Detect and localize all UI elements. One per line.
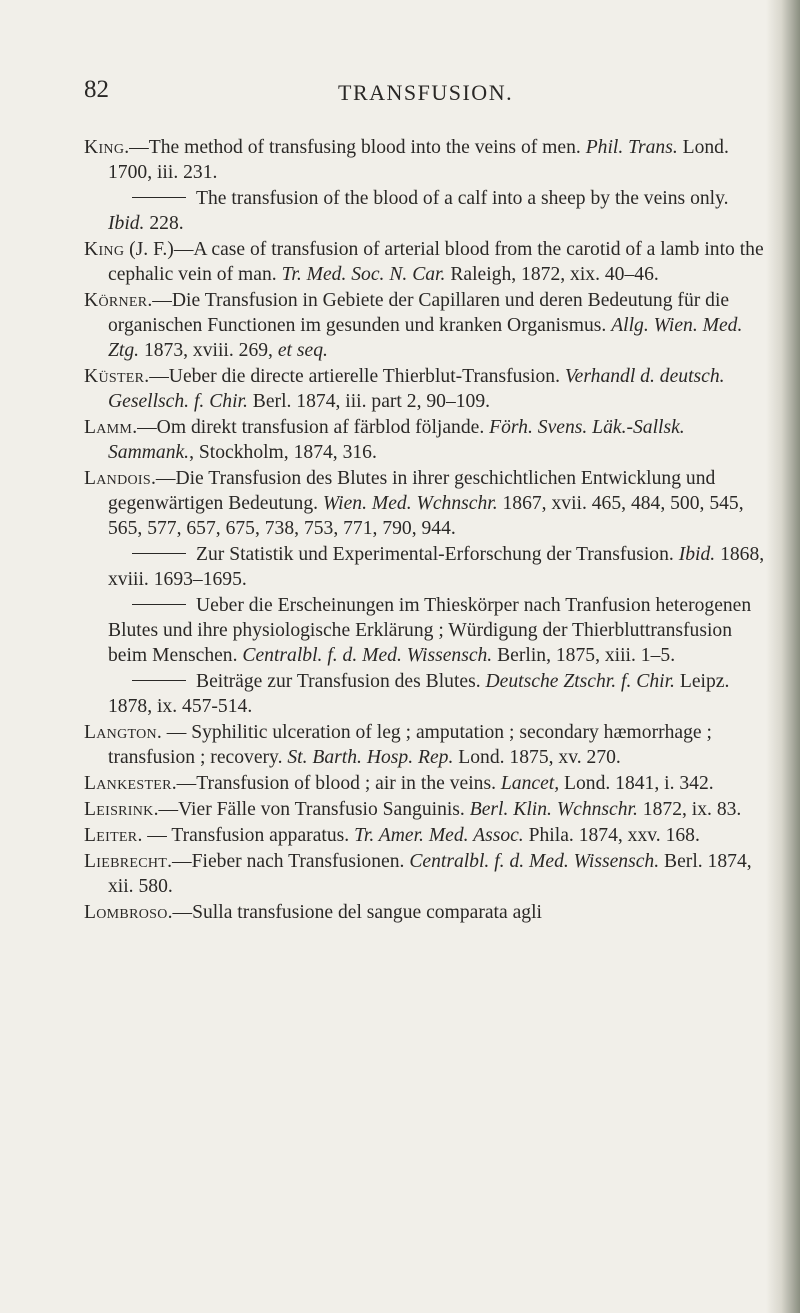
bibliography-entry	[84, 771, 766, 796]
entry-text: . — Transfusion apparatus.	[137, 825, 355, 846]
entry-text: .—Om direkt transfusion af färblod följande.	[132, 417, 490, 438]
entry-source: Centralbl. f. d. Med. Wissensch.	[242, 645, 493, 666]
entry-author: King	[84, 239, 125, 260]
entry-source: Berl. Klin. Wchnschr.	[469, 799, 638, 820]
entry-source: Lancet,	[500, 773, 560, 794]
bibliography-entry	[84, 900, 766, 925]
bibliography-entry	[84, 720, 766, 770]
entry-citation: 1873, xviii. 269,	[139, 340, 278, 361]
entry-text: Beiträge zur Transfusion des Blutes.	[196, 671, 486, 692]
entry-citation: 228.	[144, 213, 184, 234]
entry-text: The transfusion of the blood of a calf into a sheep by the veins only.	[196, 188, 729, 209]
ditto-dash	[132, 197, 186, 198]
entry-source: Phil. Trans.	[585, 137, 678, 158]
entry-author: Küster	[84, 366, 145, 387]
bibliography-entry	[84, 593, 766, 668]
entry-author: Lamm	[84, 417, 133, 438]
entry-author: Leisrink	[84, 799, 154, 820]
entry-citation: Raleigh, 1872, xix. 40–46.	[445, 264, 659, 285]
bibliography-entry	[84, 669, 766, 719]
bibliography-entry	[84, 415, 766, 465]
bibliography-entry	[84, 466, 766, 541]
bibliography-entry	[84, 237, 766, 287]
entry-author: King	[84, 137, 125, 158]
entry-text: .—Sulla transfusione del sangue comparata agli	[167, 902, 542, 923]
entry-source: Verhandl d. deutsch. Gesellsch. f. Chir.	[108, 366, 725, 412]
entry-text: . — Syphilitic ulceration of leg ; amputation ; secondary hæmorrhage ; transfusion ; recovery.	[108, 722, 712, 768]
entry-text: Ueber die Erscheinungen im Thieskörper nach Tranfusion heterogenen Blutes und ihre physiologische Erklärung ; Würdigung der Thierbluttransfusion beim Menschen.	[108, 595, 752, 666]
entry-citation: Berl. 1874, xii. 580.	[108, 851, 752, 897]
entry-source: Centralbl. f. d. Med. Wissensch.	[409, 851, 660, 872]
entry-author: Lombroso	[84, 902, 168, 923]
entry-source: Ibid.	[108, 213, 145, 234]
bibliography-entry	[84, 542, 766, 592]
entry-text: .—Ueber die directe artierelle Thierblut-Transfusion.	[144, 366, 565, 387]
entry-text: .—Transfusion of blood ; air in the veins.	[171, 773, 501, 794]
entry-citation: Lond. 1841, i. 342.	[559, 773, 714, 794]
entry-citation: , Stockholm, 1874, 316.	[189, 442, 377, 463]
entry-author: Landois	[84, 468, 151, 489]
entry-source: Ibid.	[678, 544, 716, 565]
ditto-dash	[132, 680, 186, 681]
running-head: TRANSFUSION.	[338, 80, 514, 105]
entry-source: Tr. Amer. Med. Assoc.	[354, 825, 524, 846]
page-edge-shadow	[766, 0, 800, 1313]
entry-source: Deutsche Ztschr. f. Chir.	[485, 671, 675, 692]
entry-source-suffix: et seq.	[277, 340, 328, 361]
entry-author: Liebrecht	[84, 851, 168, 872]
entry-source: Förh. Svens. Läk.-Sallsk. Sammank.	[108, 417, 685, 463]
entry-citation: 1868, xviii. 1693–1695.	[108, 544, 765, 590]
entry-citation: Berl. 1874, iii. part 2, 90–109.	[247, 391, 491, 412]
entry-citation: Lond. 1700, iii. 231.	[108, 137, 729, 183]
entry-source: Allg. Wien. Med. Ztg.	[108, 315, 743, 361]
entry-source: Tr. Med. Soc. N. Car.	[281, 264, 446, 285]
entry-author: Langton	[84, 722, 157, 743]
page-number: 82	[84, 76, 109, 103]
entry-citation: Berlin, 1875, xiii. 1–5.	[492, 645, 676, 666]
entry-text: Zur Statistik und Experimental-Erforschung der Transfusion.	[196, 544, 679, 565]
entry-author: Lankester	[84, 773, 172, 794]
bibliography-entry	[84, 186, 766, 236]
ditto-dash	[132, 604, 186, 605]
bibliography-entry	[84, 823, 766, 848]
ditto-dash	[132, 553, 186, 554]
bibliography-entry	[84, 797, 766, 822]
bibliography-list	[84, 135, 766, 926]
page-header	[0, 76, 800, 116]
entry-source: Wien. Med. Wchnschr.	[322, 493, 498, 514]
entry-text: .—The method of transfusing blood into the veins of men.	[124, 137, 586, 158]
bibliography-entry	[84, 135, 766, 185]
entry-author: Körner	[84, 290, 148, 311]
entry-author: Leiter	[84, 825, 138, 846]
entry-text: .—Vier Fälle von Transfusio Sanguinis.	[153, 799, 470, 820]
entry-text: .—Die Transfusion in Gebiete der Capillaren und deren Bedeutung für die organischen Functionen im gesunden und kranken Organismus.	[108, 290, 730, 336]
entry-text: .—Fieber nach Transfusionen.	[167, 851, 410, 872]
bibliography-entry	[84, 364, 766, 414]
entry-source: St. Barth. Hosp. Rep.	[287, 747, 454, 768]
entry-citation: Lond. 1875, xv. 270.	[453, 747, 621, 768]
entry-citation: Phila. 1874, xxv. 168.	[523, 825, 700, 846]
entry-text: (J. F.)—A case of transfusion of arterial blood from the carotid of a lamb into the cephalic vein of man.	[108, 239, 764, 285]
entry-text: .—Die Transfusion des Blutes in ihrer geschichtlichen Entwicklung und gegenwärtigen Bedeutung.	[108, 468, 716, 514]
bibliography-entry	[84, 288, 766, 363]
entry-citation: Leipz. 1878, ix. 457-514.	[108, 671, 730, 717]
entry-citation: 1867, xvii. 465, 484, 500, 545, 565, 577, 657, 675, 738, 753, 771, 790, 944.	[108, 493, 744, 539]
entry-citation: 1872, ix. 83.	[637, 799, 742, 820]
bibliography-entry	[84, 849, 766, 899]
